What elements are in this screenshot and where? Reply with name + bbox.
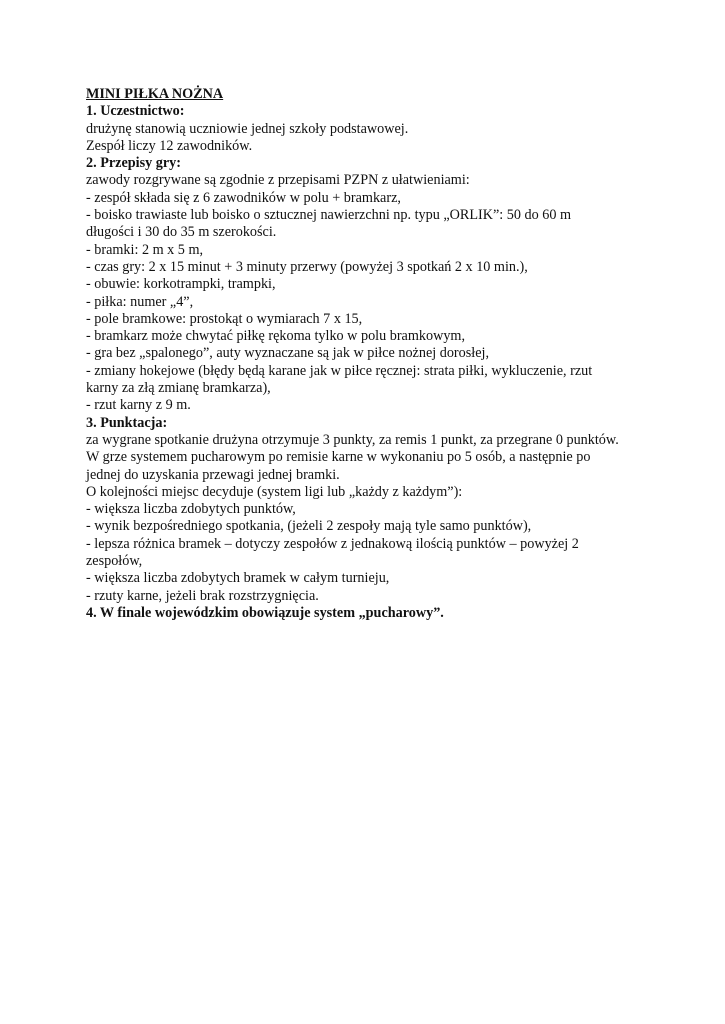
paragraph-line: Zespół liczy 12 zawodników. — [86, 137, 253, 154]
rule-line: - gra bez „spalonego”, auty wyznaczane są jak w piłce nożnej dorosłej, — [86, 345, 489, 362]
section-heading-przepisy-gry: 2. Przepisy gry: — [86, 155, 181, 172]
document-title: MINI PIŁKA NOŻNA — [86, 86, 224, 102]
paragraph-line: za wygrane spotkanie drużyna otrzymuje 3 punkty, za remis 1 punkt, za przegrane 0 punktów. — [86, 431, 619, 448]
paragraph-line: W grze systemem pucharowym po remisie karne w wykonaniu po 5 osób, a następnie po — [86, 449, 591, 466]
section-heading-punktacja: 3. Punktacja: — [86, 414, 168, 431]
rule-line: - bramkarz może chwytać piłkę rękoma tylko w polu bramkowym, — [86, 328, 466, 345]
rule-line: - pole bramkowe: prostokąt o wymiarach 7 x 15, — [86, 310, 363, 327]
rule-line: - zespół składa się z 6 zawodników w polu + bramkarz, — [86, 189, 401, 206]
rule-line: zespołów, — [86, 553, 143, 570]
rule-line: - lepsza różnica bramek – dotyczy zespołów z jednakową ilością punktów – powyżej 2 — [86, 535, 579, 552]
rule-line: długości i 30 do 35 m szerokości. — [86, 224, 277, 241]
rule-line: - zmiany hokejowe (błędy będą karane jak w piłce ręcznej: strata piłki, wykluczenie, rzut — [86, 362, 593, 379]
rule-line: karny za złą zmianę bramkarza), — [86, 380, 271, 397]
rule-line: - boisko trawiaste lub boisko o sztucznej nawierzchni np. typu „ORLIK”: 50 do 60 m — [86, 207, 572, 224]
rule-line: - rzuty karne, jeżeli brak rozstrzygnięcia. — [86, 587, 319, 604]
document-content — [86, 86, 686, 622]
paragraph-line: drużynę stanowią uczniowie jednej szkoły podstawowej. — [86, 120, 409, 137]
rule-line: - większa liczba zdobytych punktów, — [86, 501, 296, 518]
rule-line: - rzut karny z 9 m. — [86, 397, 191, 414]
rule-line: - większa liczba zdobytych bramek w całym turnieju, — [86, 570, 390, 587]
rule-line: - obuwie: korkotrampki, trampki, — [86, 276, 276, 293]
paragraph-line: O kolejności miejsc decyduje (system ligi lub „każdy z każdym”): — [86, 483, 463, 500]
paragraph-line: jednej do uzyskania przewagi jednej bramki. — [86, 466, 340, 483]
section-heading-uczestnictwo: 1. Uczestnictwo: — [86, 103, 185, 120]
rule-line: - bramki: 2 m x 5 m, — [86, 241, 204, 258]
paragraph-line: zawody rozgrywane są zgodnie z przepisami PZPN z ułatwieniami: — [86, 172, 470, 189]
rule-line: - wynik bezpośredniego spotkania, (jeżeli 2 zespoły mają tyle samo punktów), — [86, 518, 532, 535]
rule-line: - czas gry: 2 x 15 minut + 3 minuty przerwy (powyżej 3 spotkań 2 x 10 min.), — [86, 258, 528, 275]
rule-line: - piłka: numer „4”, — [86, 293, 194, 310]
section-heading-final: 4. W finale wojewódzkim obowiązuje system „pucharowy”. — [86, 604, 444, 621]
